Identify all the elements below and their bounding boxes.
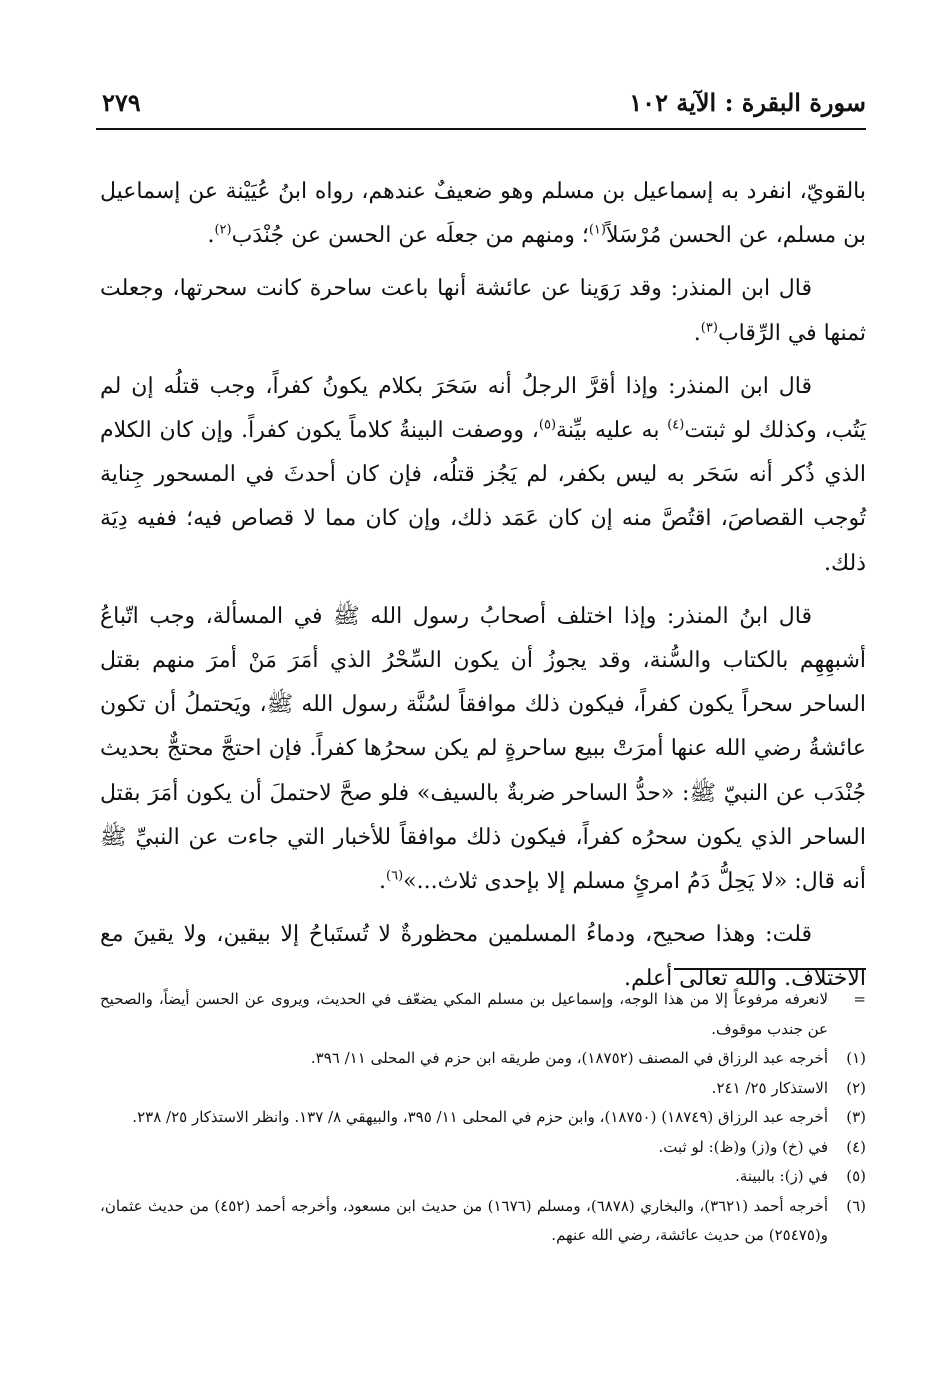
footnote-text: أخرجه أحمد (٣٦٢١)، والبخاري (٦٨٧٨)، ومسلم (١٦٧٦) من حديث ابن مسعود، وأخرجه أحمد (٤٥٢) من حديث عثمان، و(٢٥٤٧٥) من حديث عائشة، رضي الله عنهم.: [100, 1196, 829, 1244]
text-run: .: [207, 223, 215, 249]
text-run: قلت: وهذا صحيح، ودماءُ المسلمين محظورةٌ لا تُستَباحُ إلا بيقين، ولا يقينَ مع الاختلاف. والله تعالى أعلم.: [100, 922, 866, 992]
footnote-separator: [674, 968, 866, 970]
footnote-text: لانعرفه مرفوعاً إلا من هذا الوجه، وإسماعيل بن مسلم المكي يضعّف في الحديث، ويروى عن الحسن أيضاً، والصحيح عن جندب موقوف.: [100, 990, 828, 1038]
paragraph-confession: [100, 365, 866, 586]
text-run: قال ابنُ المنذر: وإذا اختلف أصحابُ رسول الله ﷺ في المسألة، وجب اتّباعُ أشبهِهِم بالكتاب والسُّنة، وقد يجوزُ أن يكون السِّحْرُ الذي أمَرَ مَنْ أمرَ منهم بقتل الساحر سحراً يكون كفراً، فيكون ذلك موافقاً لسُنَّة رسول الله ﷺ، ويَحتملُ أن تكون عائشةُ رضي الله عنها أمرَتْ ببيع ساحرةٍ لم يكن سحرُها كفراً. فإن احتجَّ محتجٌّ بحديث جُنْدَب عن النبيّ ﷺ: «حدُّ الساحر ضربةٌ بالسيف» فلو صحَّ لاحتملَ أن يكون أمَرَ بقتل الساحر الذي يكون سحرُه كفراً، فيكون ذلك موافقاً للأخبار التي جاءت عن النبيِّ ﷺ أنه قال: «لا يَحِلُّ دَمُ امرئٍ مسلم إلا بإحدى ثلاث...»: [100, 603, 866, 895]
footnotes: [100, 985, 866, 1251]
text-run: قال ابن المنذر: وقد رَوَينا عن عائشة أنها باعت ساحرة كانت سحرتها، وجعلت ثمنها في الرِّقاب: [100, 276, 866, 346]
footnote-ref: (٥): [538, 417, 557, 433]
footnote-text: في (ز): بالبينة.: [735, 1167, 828, 1185]
paragraph-continuation: [100, 170, 866, 258]
footnote-ref: (٣): [700, 320, 718, 336]
footnote-ref: (٢): [214, 222, 232, 238]
footnote-item: [100, 1103, 866, 1133]
footnote-item: [100, 1074, 866, 1104]
footnote-text: أخرجه عبد الرزاق في المصنف (١٨٧٥٢)، ومن طريقه ابن حزم في المحلى ١١/ ٣٩٦.: [310, 1049, 828, 1067]
text-run: بالقويّ، انفرد به إسماعيل بن مسلم وهو ضعيفٌ عندهم، رواه ابنُ عُيَيْنة عن إسماعيل بن مسلم، عن الحسن مُرْسَلاً: [100, 179, 866, 249]
surah-title: سورة البقرة : الآية ١٠٢: [629, 88, 866, 117]
footnote-marker: (٦): [846, 1196, 866, 1215]
footnote-marker: (٢): [846, 1078, 866, 1097]
text-run: قال ابن المنذر: وإذا أقرَّ الرجلُ أنه سَحَرَ بكلام يكونُ كفراً، وجب قتلُه إن لم يَتُب، وكذلك لو ثبتت: [100, 373, 867, 444]
page-number: ٢٧٩: [102, 88, 141, 117]
footnote-text: في (خ) و(ز) و(ظ): لو ثبت.: [658, 1137, 828, 1156]
running-header: [96, 84, 866, 130]
footnote-marker: (٤): [846, 1137, 866, 1156]
footnote-marker: (٣): [846, 1108, 866, 1126]
text-run: ، ووصفت البينةُ كلاماً يكون كفراً. وإن كان الكلام الذي ذُكر أنه سَحَر به ليس بكفر، لم يَجُز قتلُه، فإن كان أحدثَ في المسحور جِناية تُوجب القصاصَ، اقتُصَّ منه إن كان عَمَد ذلك، وإن كان مما لا قصاص فيه؛ ففيه دِيَة ذلك.: [100, 418, 866, 576]
footnote-text: الاستذكار ٢٥/ ٢٤١.: [711, 1078, 828, 1097]
paragraph-ibn-almundhir-aisha: [100, 267, 866, 355]
main-text: [100, 170, 866, 1011]
footnote-item: [100, 1162, 866, 1192]
footnote-item: [100, 1044, 866, 1074]
footnote-ref: (٦): [386, 868, 404, 884]
footnote-ref: (١): [588, 222, 606, 238]
footnote-text: أخرجه عبد الرزاق (١٨٧٤٩) (١٨٧٥٠)، وابن حزم في المحلى ١١/ ٣٩٥، والبيهقي ٨/ ١٣٧. وانظر الاستذكار ٢٥/ ٢٣٨.: [132, 1108, 828, 1126]
footnote-item: [100, 1133, 866, 1163]
footnote-marker: (٥): [846, 1167, 866, 1185]
footnote-item: [100, 985, 866, 1044]
footnote-ref: (٤): [667, 417, 685, 433]
paragraph-companions-differ: [100, 595, 866, 904]
footnote-item: [100, 1192, 866, 1251]
footnote-marker: =: [853, 990, 866, 1008]
text-run: .: [379, 869, 387, 895]
text-run: .: [693, 320, 701, 346]
footnote-marker: (١): [846, 1049, 866, 1067]
text-run: به عليه بيِّنة: [556, 418, 668, 444]
text-run: ؛ ومنهم من جعلَه عن الحسن عن جُنْدَب: [231, 223, 589, 249]
